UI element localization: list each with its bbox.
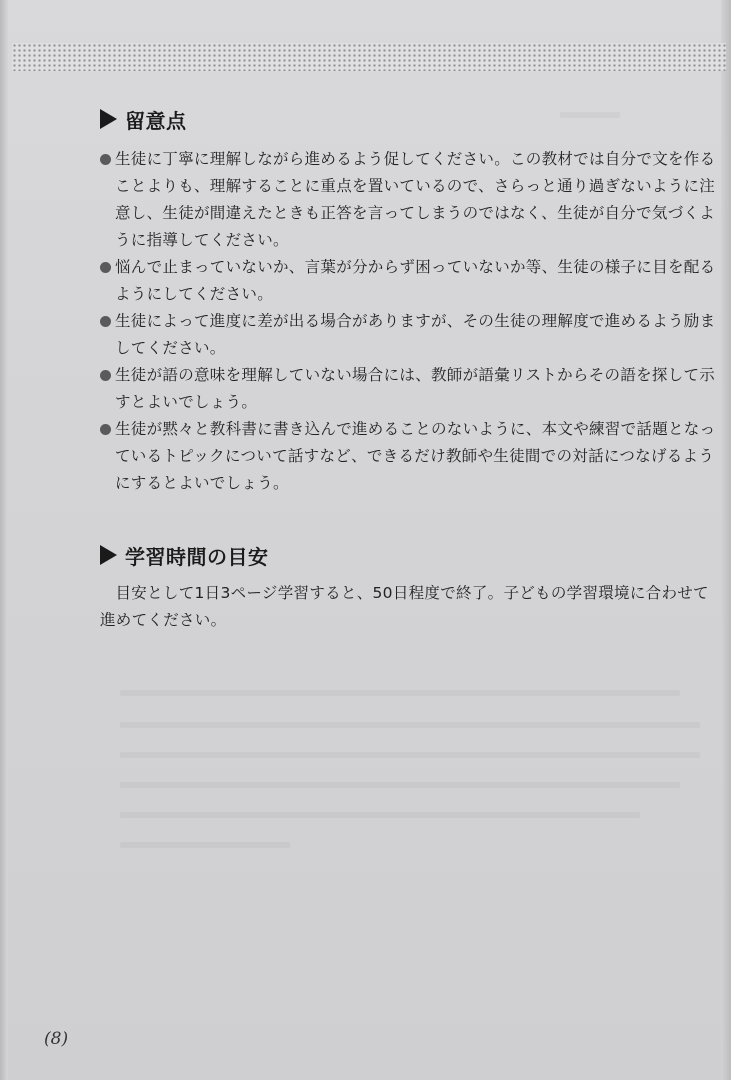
bleed-through-mark bbox=[120, 812, 640, 818]
notes-heading bbox=[100, 104, 720, 134]
study-time-heading-text: 学習時間の目安 bbox=[125, 544, 269, 569]
list-item bbox=[100, 362, 720, 416]
notes-section bbox=[100, 104, 720, 497]
triangle-right-icon bbox=[100, 545, 117, 565]
study-time-body: 目安として1日3ページ学習すると、50日程度で終了。子どもの学習環境に合わせて進めてください。 bbox=[100, 584, 709, 629]
dotted-header-band bbox=[12, 43, 726, 71]
bullet-dot-icon bbox=[100, 370, 111, 381]
bullet-dot-icon bbox=[100, 154, 111, 165]
list-item bbox=[100, 146, 720, 254]
bullet-text: 生徒が語の意味を理解していない場合には、教師が語彙リストからその語を探して示すとよいでしょう。 bbox=[115, 366, 716, 411]
notes-heading-text: 留意点 bbox=[125, 108, 187, 133]
bleed-through-mark bbox=[120, 752, 700, 758]
bleed-through-mark bbox=[120, 722, 700, 728]
study-time-section bbox=[100, 540, 720, 634]
bullet-text: 生徒に丁寧に理解しながら進めるよう促してください。この教材では自分で文を作ることよりも、理解することに重点を置いているので、さらっと通り過ぎないように注意し、生徒が間違えたときも正答を言ってしまうのではなく、生徒が自分で気づくように指導してください。 bbox=[115, 150, 716, 249]
page-edge-left bbox=[0, 0, 8, 1080]
list-item bbox=[100, 416, 720, 497]
page-number: (8) bbox=[44, 1029, 69, 1049]
list-item bbox=[100, 308, 720, 362]
bullet-text: 悩んで止まっていないか、言葉が分からず困っていないか等、生徒の様子に目を配るようにしてください。 bbox=[115, 258, 716, 303]
study-time-heading bbox=[100, 540, 720, 570]
bleed-through-mark bbox=[120, 782, 680, 788]
bullet-text: 生徒が黙々と教科書に書き込んで進めることのないように、本文や練習で話題となっているトピックについて話すなど、できるだけ教師や生徒間での対話につなげるようにするとよいでしょう。 bbox=[115, 420, 716, 492]
notes-bullet-list bbox=[100, 146, 720, 497]
bleed-through-mark bbox=[120, 690, 680, 696]
bleed-through-mark bbox=[120, 842, 290, 848]
page-edge-right bbox=[721, 0, 731, 1080]
bullet-dot-icon bbox=[100, 424, 111, 435]
triangle-right-icon bbox=[100, 109, 117, 129]
bullet-text: 生徒によって進度に差が出る場合がありますが、その生徒の理解度で進めるよう励ましてください。 bbox=[115, 312, 716, 357]
list-item bbox=[100, 254, 720, 308]
bullet-dot-icon bbox=[100, 262, 111, 273]
bullet-dot-icon bbox=[100, 316, 111, 327]
